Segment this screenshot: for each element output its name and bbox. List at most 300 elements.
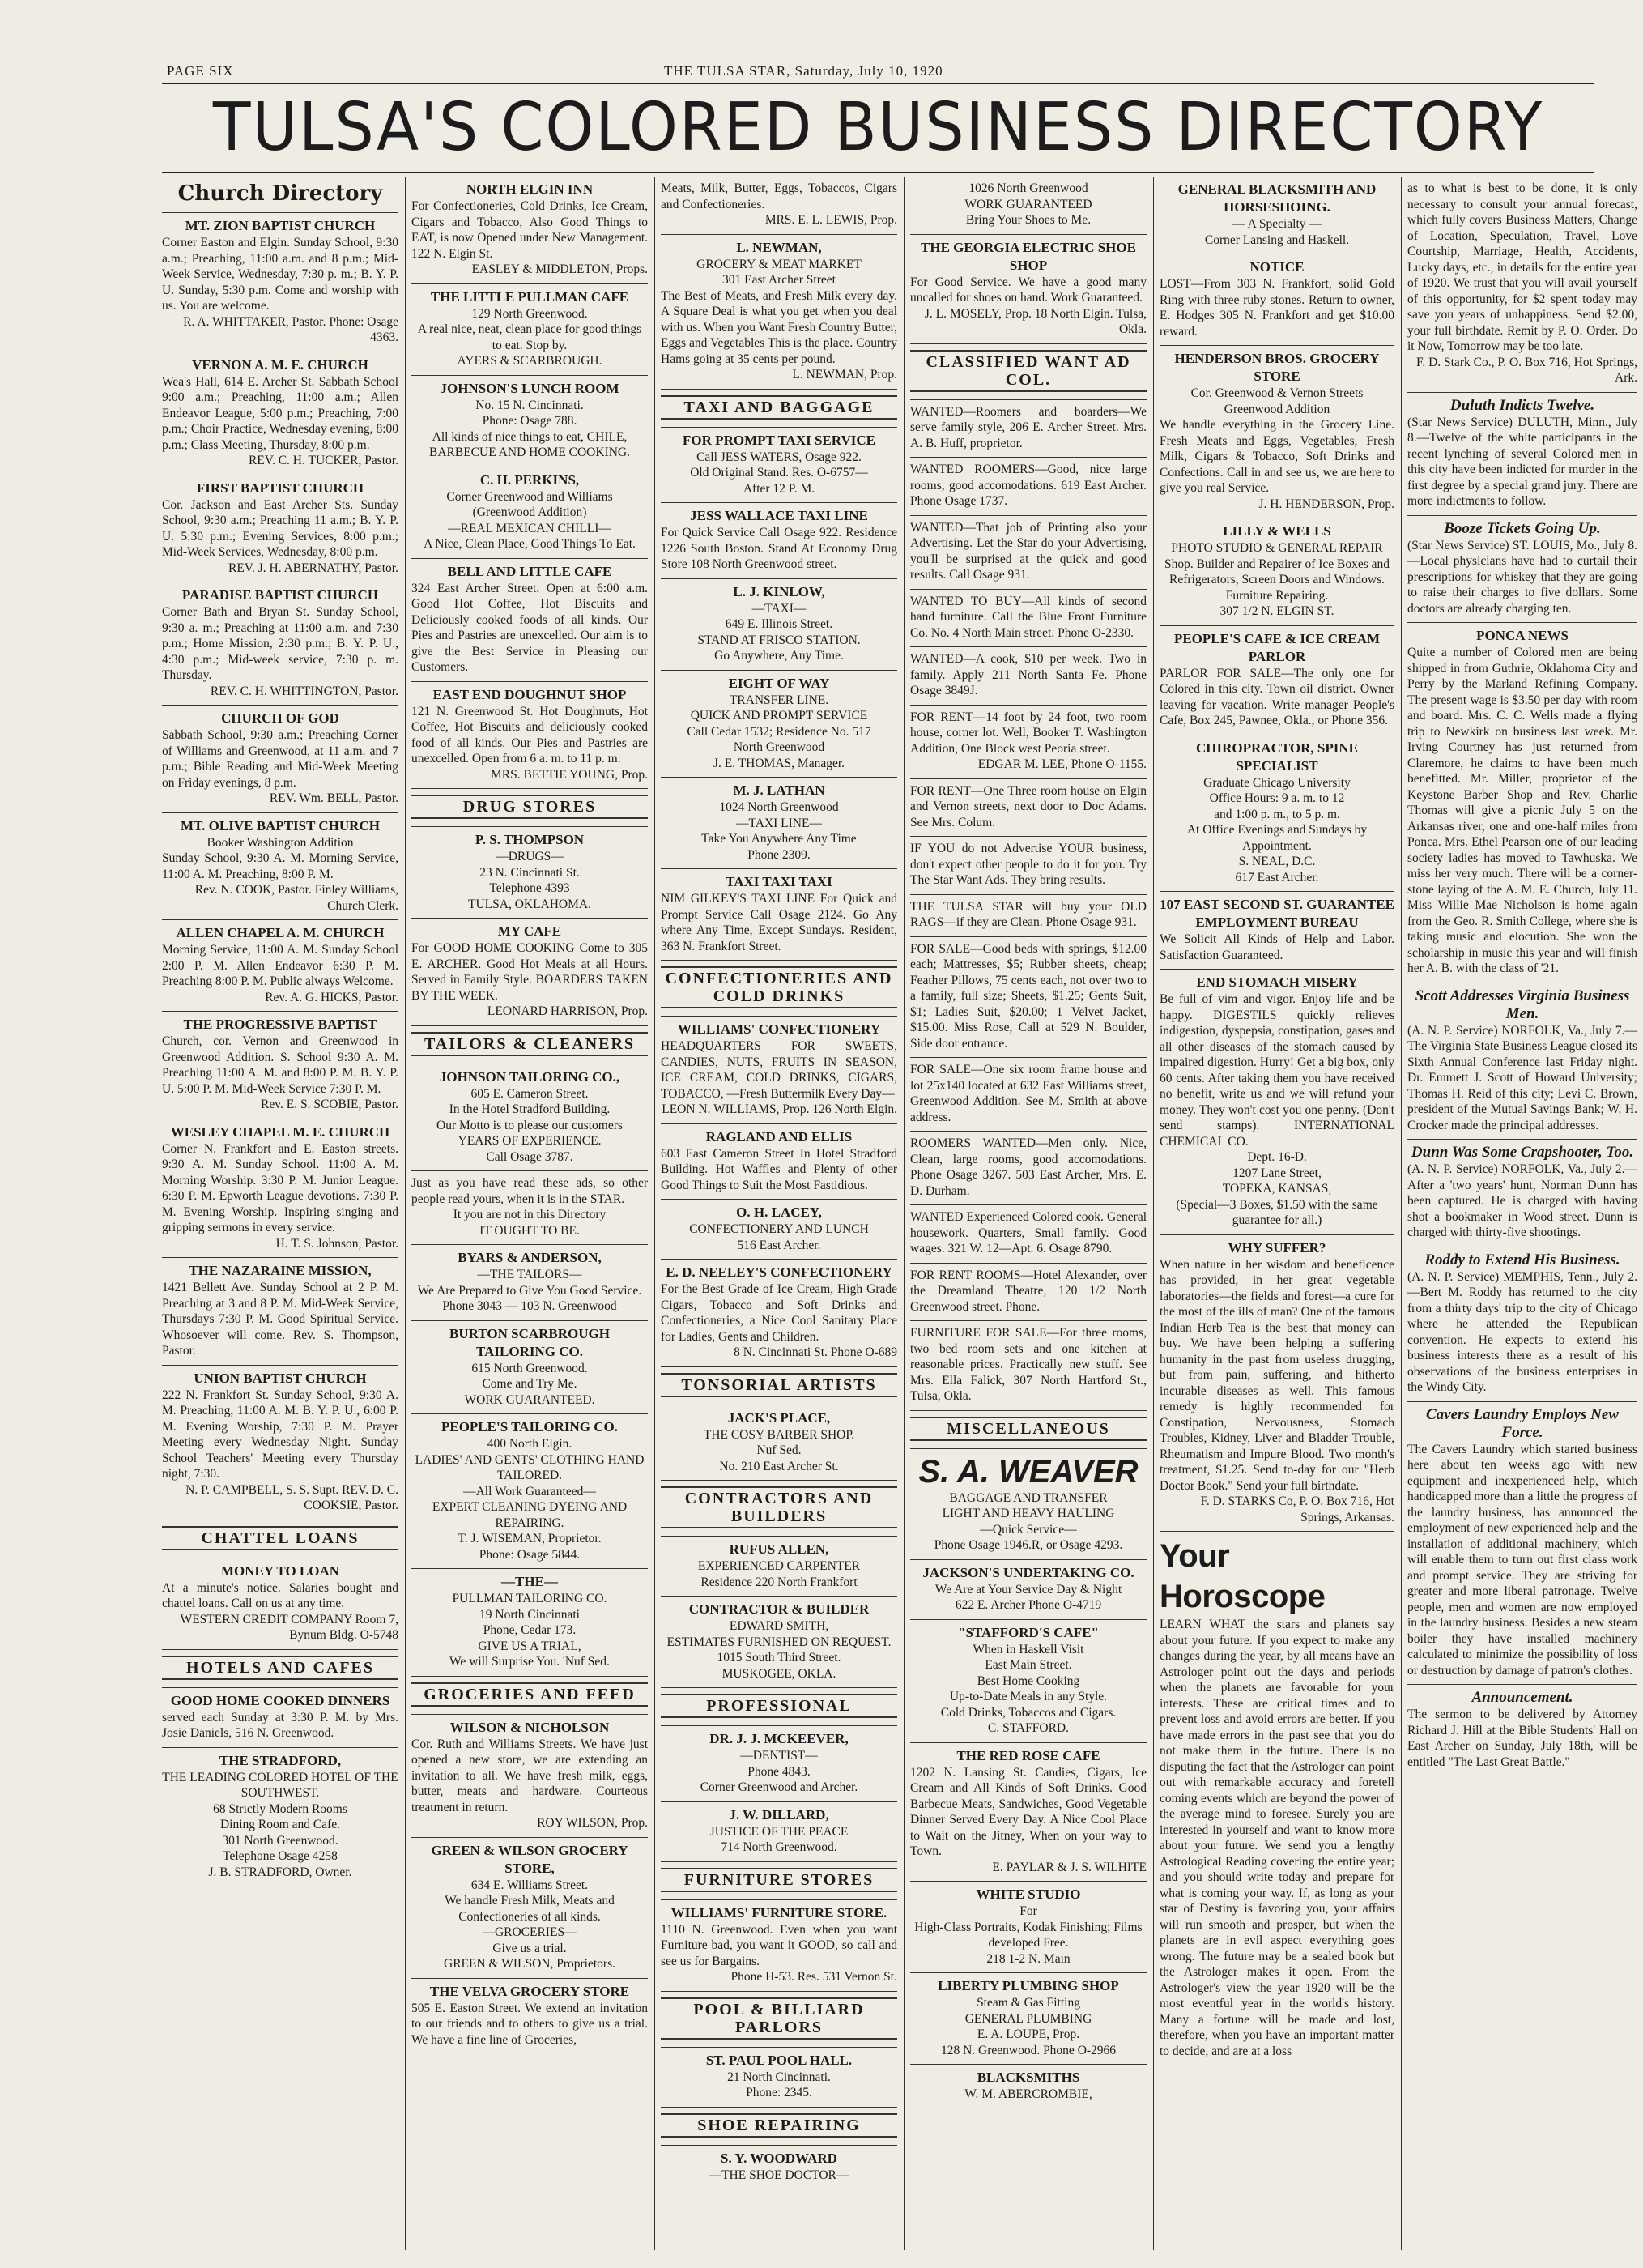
listing <box>1407 1685 1637 1776</box>
listing-line: IT OUGHT TO BE. <box>479 1223 580 1238</box>
listing-title: BELL AND LITTLE CAFE <box>447 563 612 579</box>
listing-signature: WESTERN CREDIT COMPANY Room 7, Bynum Bldg. O-5748 <box>180 1612 398 1642</box>
listing-line: TRANSFER LINE. <box>729 693 829 707</box>
listing-body: Cor. Jackson and East Archer Sts. Sunday School, 9:30 a.m.; Preaching 11 a.m.; B. Y. P. U. 5:30 p.m.; Evening Services, 8:00 p.m.; Mid-Week Services, Wednesday, 8:00 p.m. <box>162 497 398 559</box>
listing <box>411 682 648 790</box>
listing-signature: REV. C. H. TUCKER, Pastor. <box>248 454 398 467</box>
listing <box>661 1537 897 1597</box>
listing-body: WANTED—A cook, $10 per week. Two in family. Apply 211 North Santa Fe. Phone Osage 3849J. <box>910 652 1147 697</box>
column-rule <box>405 177 406 2250</box>
listing-line: MUSKOGEE, OKLA. <box>721 1666 836 1681</box>
listing <box>162 1650 398 1688</box>
listing-body: (Star News Service) ST. LOUIS, Mo., July 8.—Local physicians have had to curtail their prescriptions for whiskey that they are going to raise their charges to five dollars. Some doctors are already charging ten. <box>1407 538 1637 616</box>
column-rule <box>1153 177 1154 2250</box>
listing-line: North Greenwood <box>733 740 825 754</box>
listing-body: Corner N. Frankfort and E. Easton streets. 9:30 A. M. Sunday School. 11:00 A. M. Morning Worship. 3:30 P. M. Junior League. 6:30 P. M. Epworth League devotions. 7:30 P. M. Evening Worship. Inspiring singing and gripping sermons in every service. <box>162 1141 398 1234</box>
listing <box>162 1558 398 1650</box>
listing-line: (Special—3 Boxes, $1.50 with the same guarantee for all.) <box>1176 1197 1378 1227</box>
listing <box>910 1449 1147 1560</box>
listing <box>411 1677 648 1715</box>
section-heading: TAILORS & CLEANERS <box>411 1032 648 1056</box>
listing-title: JOHNSON TAILORING CO., <box>439 1068 620 1085</box>
listing-title: RAGLAND AND ELLIS <box>705 1128 853 1145</box>
listing-title: MT. ZION BAPTIST CHURCH <box>185 218 376 233</box>
listing-body: as to what is best to be done, it is only necessary to consult your annual forecast, which fully covers Business Matters, Change of Location, Speculation, Travel, Love Courtship, Marriage, Health, Accidents, Lucky days, etc., in details for the entire year of 1920. We trust that you will avail yourself of this opportunity, for $2 spent today may save you years of unhappiness. Send $2.00, your full birthdate. Remit by P. O. Order. Do it Now, Tomorrow may be too late. <box>1407 181 1637 353</box>
listing-line: Phone 2309. <box>747 847 811 862</box>
listing-line: 129 North Greenwood. <box>471 306 588 321</box>
listing-line: 1024 North Greenwood <box>719 800 839 814</box>
listing-line: No. 15 N. Cincinnati. <box>475 398 584 412</box>
listing-body: 505 E. Easton Street. We extend an invitation to our friends and to others to give us a trial. We have a fine line of Groceries, <box>411 2001 648 2047</box>
listing-body: Quite a number of Colored men are being shipped in from Guthrie, Oklahoma City and Perry by the Marland Refining Company. The present wage is $3.50 per day with room and board. Mrs. C. C. Wells made a flying trip to Newkirk on business last week. Mr. Irving Courtney has just returned from Claremore, he claims to have been much benefitted. Mr. Miller, proprietor of the Keystone Barber Shop and Rev. Charlie Thomas will give a picnic July 5 on the Arkansas river, one and one-half miles from Ponca. Mrs. Ethel Pearson one of our leading society ladies has moved to Tawhuska. We miss her very much. There will be a corner-stone laying of the A. M. E. Church, July 11. Miss Willie Mae Nicholson is home again from the Geo. R. Smith College, where she is taking music and elocution. She won the scholarship in music this year and will finish her A. B. with the class of '21. <box>1407 646 1637 975</box>
listing-signature: REV. C. H. WHITTINGTON, Pastor. <box>210 684 398 698</box>
listing-line: PHOTO STUDIO & GENERAL REPAIR Shop. Builder and Repairer of Ice Boxes and Refrigerators, Screen Doors and Windows. Furniture Repairing. <box>1164 541 1390 603</box>
listing-title: Roddy to Extend His Business. <box>1424 1251 1620 1268</box>
listing <box>661 1017 897 1124</box>
listing-line: Corner Greenwood and Williams <box>446 489 613 504</box>
listing-line: For <box>1019 1904 1037 1918</box>
listing-body: 222 N. Frankfort St. Sunday School, 9:30 A. M. Preaching, 11:00 A. M. B. Y. P. U., 6:00 P. M. Evening Worship, 7:30 P. M. Prayer Meeting every Wednesday Night. Sunday School Teachers' Meeting every Thursday night, 7:30. <box>162 1388 398 1481</box>
listing-title: FIRST BAPTIST CHURCH <box>196 480 364 496</box>
listing-body: FOR RENT ROOMS—Hotel Alexander, over the Dreamland Theatre, 120 1/2 North Greenwood street. Phone. <box>910 1268 1147 1314</box>
listing <box>411 1569 648 1677</box>
listing-title: MY CAFE <box>497 923 562 939</box>
listing-line: J. B. STRADFORD, Owner. <box>208 1865 352 1879</box>
listing-title: Cavers Laundry Employs New Force. <box>1425 1405 1620 1441</box>
listing-body: Corner Easton and Elgin. Sunday School, 9:30 a.m.; Preaching, 11:00 a.m. and 8 p.m.; Mid-Week Service, Wednesday, 7:30 p. m.; B. Y. P. U. Sunday, 5:30 p.m. Come and worship with us. You are welcome. <box>162 236 398 313</box>
listing-title: EAST END DOUGHNUT SHOP <box>432 686 627 702</box>
listing-line: 516 East Archer. <box>737 1238 821 1252</box>
listing-line: We Are at Your Service Day & Night <box>934 1582 1122 1597</box>
listing-line: Give us a trial. <box>492 1941 567 1955</box>
listing-line: LIGHT AND HEAVY HAULING <box>942 1507 1115 1520</box>
listing-signature: LEONARD HARRISON, Prop. <box>487 1004 648 1018</box>
listing-line: TULSA, OKLAHOMA. <box>468 897 591 911</box>
listing-body: 324 East Archer Street. Open at 6:00 a.m. Good Hot Coffee, Hot Biscuits and Deliciously cooked foods of all kinds. Our Pies and Pastries are unexcelled. Our aim is to give the Best Service in Pleasing our Customers. <box>411 581 648 674</box>
listing <box>1407 1402 1637 1686</box>
listing-title: PONCA NEWS <box>1476 628 1569 643</box>
section-heading: CLASSIFIED WANT AD COL. <box>910 350 1147 392</box>
listing-line: We handle Fresh Milk, Meats and Confectioneries of all kinds. <box>445 1894 615 1924</box>
listing <box>1160 1532 1394 2065</box>
listing <box>661 1260 897 1367</box>
listing-body: At a minute's notice. Salaries bought and chattel loans. Call on us at any time. <box>162 1580 398 1610</box>
column-rule <box>654 177 655 2250</box>
listing-body: LOST—From 303 N. Frankfort, solid Gold Ring with three ruby stones. Return to owner, E. Hodges 305 N. Frankfort and get $10.00 reward. <box>1160 277 1394 339</box>
listing-line: BAGGAGE AND TRANSFER <box>949 1490 1108 1505</box>
listing-line: No. 210 East Archer St. <box>719 1459 839 1473</box>
listing-body: FOR RENT—14 foot by 24 foot, two room house, corner lot. Well, Booker T. Washington Addition, One Block west Peoria street. <box>910 710 1147 756</box>
listing-title: Announcement. <box>1471 1689 1573 1706</box>
listing <box>661 961 897 1017</box>
listing <box>661 1405 897 1481</box>
listing-line: East Main Street. <box>985 1658 1072 1672</box>
listing-signature: ROY WILSON, Prop. <box>537 1816 648 1830</box>
listing-title: THE RED ROSE CAFE <box>956 1747 1100 1763</box>
listing <box>162 1520 398 1558</box>
listing-line: AYERS & SCARBROUGH. <box>457 354 602 368</box>
listing-line: E. A. LOUPE, Prop. <box>977 2027 1080 2041</box>
listing-line: 68 Strictly Modern Rooms <box>213 1801 347 1816</box>
listing <box>661 1726 897 1802</box>
listing-line: — A Specialty — <box>1232 217 1322 231</box>
listing-title: WILSON & NICHOLSON <box>449 1719 610 1735</box>
listing-title: MT. OLIVE BAPTIST CHURCH <box>181 817 380 833</box>
listing-body: WANTED TO BUY—All kinds of second hand furniture. Call the Blue Front Furniture Co. No. 4 North Main street. Phone O-2330. <box>910 594 1147 640</box>
listing <box>910 400 1147 458</box>
listing-title: E. D. NEELEY'S CONFECTIONERY <box>666 1264 892 1280</box>
listing <box>910 344 1147 400</box>
listing-line: Office Hours: 9 a. m. to 12 <box>1209 791 1345 805</box>
listing-line: 19 North Cincinnati <box>479 1607 580 1622</box>
listing-signature: Phone H-53. Res. 531 Vernon St. <box>730 1970 897 1984</box>
section-heading: POOL & BILLIARD PARLORS <box>661 1997 897 2040</box>
listing-body: PARLOR FOR SALE—The only one for Colored in this city. Town oil district. Owner leaving for vacation. Write manager People's Cafe, Box 245, Pawnee, Okla., or Phone 356. <box>1160 666 1394 727</box>
listing-line: Cor. Greenwood & Vernon Streets <box>1190 386 1364 400</box>
listing <box>411 284 648 376</box>
masthead <box>162 63 1594 83</box>
listing-title: ALLEN CHAPEL A. M. CHURCH <box>176 925 385 940</box>
listing-signature: Rev. E. S. SCOBIE, Pastor. <box>261 1098 398 1111</box>
listing-body: For the Best Grade of Ice Cream, High Grade Cigars, Tobacco and Soft Drinks and Confectioneries, a Nice Cool Sanitary Place for Ladies, Gents and Children. <box>661 1282 897 1344</box>
listing-title: P. S. THOMPSON <box>475 832 585 847</box>
listing-line: Phone: Osage 5844. <box>479 1547 581 1562</box>
section-heading: PROFESSIONAL <box>661 1694 897 1718</box>
listing-title: THE LITTLE PULLMAN CAFE <box>430 288 629 305</box>
listing <box>910 706 1147 779</box>
listing-body: For Confectioneries, Cold Drinks, Ice Cream, Cigars and Tobacco, Also Good Things to EAT, is now Opened under New Management. 122 N. Elgin St. <box>411 199 648 261</box>
listing-line: 218 1-2 N. Main <box>986 1951 1071 1966</box>
listing-title: Scott Addresses Virginia Business Men. <box>1415 987 1630 1022</box>
listing-title: BURTON SCARBROUGH TAILORING CO. <box>449 1325 610 1359</box>
column-rule <box>904 177 905 2250</box>
listing-line: Call Cedar 1532; Residence No. 517 <box>687 724 871 739</box>
listing-body: WANTED ROOMERS—Good, nice large rooms, good accomodations. 619 East Archer. Phone Osage 1737. <box>910 463 1147 508</box>
listing-title: HENDERSON BROS. GROCERY STORE <box>1174 351 1380 384</box>
listing-title: WHITE STUDIO <box>976 1886 1081 1902</box>
listing-line: Phone 4843. <box>747 1764 811 1779</box>
listing-title: JACKSON'S UNDERTAKING CO. <box>922 1564 1134 1580</box>
listing-line: Phone 3043 — 103 N. Greenwood <box>442 1299 617 1313</box>
listing-body: Sabbath School, 9:30 a.m.; Preaching Corner of Williams and Greenwood, at 11 a.m. and 7 p.m.; Bible Reading and Mid-Week Meeting on Friday evenings, 8 p.m. <box>162 728 398 790</box>
listing-line: LADIES' AND GENTS' CLOTHING HAND TAILORED. <box>415 1452 645 1482</box>
listing-line: High-Class Portraits, Kodak Finishing; Films developed Free. <box>914 1920 1143 1950</box>
listing <box>661 2048 897 2108</box>
listing-title: S. A. WEAVER <box>918 1453 1139 1490</box>
listing-body: The sermon to be delivered by Attorney Richard J. Hill at the Bible Students' Hall on East Archer on Sunday, July 18th, will be entitled "The Last Great Battle." <box>1407 1707 1637 1769</box>
listing-line: —All Work Guaranteed— <box>463 1484 596 1498</box>
listing-line: Graduate Chicago University <box>1203 775 1351 790</box>
listing-title: L. J. KINLOW, <box>733 583 825 599</box>
listing-signature: E. PAYLAR & J. S. WILHITE <box>992 1860 1147 1874</box>
listing-line: W. M. ABERCROMBIE, <box>964 2087 1092 2101</box>
listing-title: JOHNSON'S LUNCH ROOM <box>440 380 619 396</box>
listing-line: WORK GUARANTEED. <box>464 1392 595 1407</box>
listing-line: When in Haskell Visit <box>973 1642 1084 1656</box>
listing-body: FURNITURE FOR SALE—For three rooms, two bed room sets and one kitchen at reasonable prices. Practically new stuff. See Mrs. Ella Falick, 307 North Hartford St., Tulsa, Okla. <box>910 1326 1147 1403</box>
listing-signature: REV. J. H. ABERNATHY, Pastor. <box>228 561 398 575</box>
listing-line: —GROCERIES— <box>482 1925 577 1939</box>
listing-signature: N. P. CAMPBELL, S. S. Supt. REV. D. C. COOKSIE, Pastor. <box>185 1482 398 1512</box>
listing <box>661 778 897 869</box>
listing-line: Up-to-Date Meals in any Style. <box>949 1690 1108 1703</box>
listing-line: EDWARD SMITH, <box>729 1619 829 1633</box>
listing-line: C. STAFFORD. <box>988 1721 1069 1735</box>
listing-body: FOR SALE—Good beds with springs, $12.00 each; Mattresses, $5; Rubber sheets, cheap; Feather Pillows, 75 cents each, not over two to a family, full size; Sheets, $1.25; Gents Suit, $1; Ladies Suit, $20.00; 1 Velvet Jacket, $15.00. Miss Rose, Call at 529 N. Boulder, Side door entrance. <box>910 941 1147 1051</box>
listing-signature: F. D. Stark Co., P. O. Box 716, Hot Springs, Ark. <box>1415 355 1637 385</box>
listing-line: Call JESS WATERS, Osage 922. <box>696 450 862 464</box>
listing-body: Church, cor. Vernon and Greenwood in Greenwood Addition. S. School 9:30 A. M. Preaching 11:00 A. M. and 8:00 P. M. B. Y. P. U. 5:00 P. M. Mid-Week Service 7:30 P. M. <box>162 1034 398 1096</box>
listing-line: —THE TAILORS— <box>477 1268 582 1281</box>
listing <box>411 1064 648 1172</box>
listing-line: Cold Drinks, Tobaccos and Cigars. <box>940 1705 1117 1720</box>
column-2 <box>408 177 651 2254</box>
listing-title: RUFUS ALLEN, <box>729 1541 829 1557</box>
listing <box>910 1132 1147 1205</box>
listing-title: LILLY & WELLS <box>1223 523 1331 539</box>
listing-body: served each Sunday at 3:30 P. M. by Mrs. Josie Daniels, 516 N. Greenwood. <box>162 1710 398 1740</box>
listing <box>162 1012 398 1119</box>
listing <box>661 1900 897 1992</box>
listing <box>661 1862 897 1900</box>
listing-title: Booze Tickets Going Up. <box>1444 519 1601 537</box>
listing-body: 1202 N. Lansing St. Candies, Cigars, Ice Cream and All Kinds of Soft Drinks. Good Barbecue Meats, Sandwiches, Good Vegetable Dinner Served Every Day. A Nice Cool Place to Wait on the Jitney, When on your way to Town. <box>910 1765 1147 1858</box>
listing-title: L. NEWMAN, <box>736 239 822 255</box>
listing-title: PARADISE BAPTIST CHURCH <box>181 587 379 603</box>
listing-body: FOR RENT—One Three room house on Elgin and Vernon streets, next door to Doc Adams. See Mrs. Colum. <box>910 783 1147 829</box>
listing-line: Come and Try Me. <box>482 1377 577 1391</box>
listing <box>910 1620 1147 1743</box>
listing-body: Wea's Hall, 614 E. Archer St. Sabbath School 9:00 a.m.; Preaching, 11:00 a.m.; Allen Endeavor League, 5:00 p.m.; Preaching, 7:00 p.m.; Choir Practice, Wednesday evening, 8:00 p.m.; Class Meeting, Thursday, 8:00 p.m. <box>162 374 398 452</box>
section-heading: SHOE REPAIRING <box>661 2113 897 2138</box>
listing-title: VERNON A. M. E. CHURCH <box>192 356 368 373</box>
listing <box>910 177 1147 235</box>
listing <box>1160 518 1394 626</box>
listing-line: Phone: 2345. <box>746 2086 812 2100</box>
listing <box>1160 970 1394 1235</box>
listing <box>411 1979 648 2054</box>
listing <box>1160 892 1394 970</box>
listing <box>661 579 897 671</box>
listing <box>661 1688 897 1726</box>
listing <box>411 467 648 559</box>
listing-line: ESTIMATES FURNISHED ON REQUEST. <box>666 1635 892 1649</box>
headline-rule <box>162 172 1594 173</box>
listing-body: (Star News Service) DULUTH, Minn., July 8.—Twelve of the white participants in the recent lynching of several Colored men in this city have been indicted for murder in the first degree by a special grand jury. There are more indictments to follow. <box>1407 415 1637 508</box>
page-number: PAGE SIX <box>167 63 234 79</box>
listing-body: (A. N. P. Service) NORFOLK, Va., July 7.—The Virginia State Business League closed its Sixth Annual Conference last Friday night. Dr. Emmett J. Scott of Howard University; Thomas H. Reid of this city; Levi C. Brown, president of the Mutual Savings Bank; W. H. Crocker made the principal addresses. <box>1407 1023 1637 1132</box>
listing <box>1407 1140 1637 1247</box>
listing-title: FOR PROMPT TAXI SERVICE <box>683 432 875 448</box>
listing-body: FOR SALE—One six room frame house and lot 25x140 located at 632 East Williams street, Greenwood Addition. See M. Smith at above address. <box>910 1063 1147 1124</box>
listing-title: S. Y. WOODWARD <box>721 2150 837 2166</box>
dateline: THE TULSA STAR, Saturday, July 10, 1920 <box>664 63 943 79</box>
section-heading: CHATTEL LOANS <box>162 1526 398 1550</box>
listing-body: The Best of Meats, and Fresh Milk every day. A Square Deal is what you get when you deal with us. When you Want Fresh Country Butter, Eggs and Vegetables This is the place. Country Hams going at 35 cents per pound. <box>661 288 897 366</box>
listing-title: C. H. PERKINS, <box>479 471 580 488</box>
listing-body: Morning Service, 11:00 A. M. Sunday School 2:00 P. M. Allen Endeavor 6:30 P. M. Preaching 8:00 P. M. Public always Welcome. <box>162 943 398 988</box>
listing-line: 617 East Archer. <box>1235 870 1319 885</box>
listing-line: Phone: Osage 788. <box>482 414 577 428</box>
listing-line: JUSTICE OF THE PEACE <box>709 1824 849 1839</box>
listing-line: —TAXI LINE— <box>736 816 822 830</box>
listing-signature: H. T. S. Johnson, Pastor. <box>275 1236 398 1251</box>
listing <box>162 1258 398 1366</box>
listing-line: 23 N. Cincinnati St. <box>479 865 580 880</box>
masthead-rule <box>162 83 1594 84</box>
listing-line: We will Surprise You. 'Nuf Sed. <box>449 1655 610 1669</box>
listing-title: WHY SUFFER? <box>1228 1239 1326 1256</box>
listing-line: After 12 P. M. <box>743 481 815 496</box>
listing-body: For Quick Service Call Osage 922. Residence 1226 South Boston. Stand At Economy Drug Store 108 North Greenwood street. <box>661 526 897 571</box>
column-3 <box>658 177 900 2254</box>
listing <box>910 1321 1147 1411</box>
listing <box>1160 735 1394 893</box>
listing-body: THE TULSA STAR will buy your OLD RAGS—if they are Clean. Phone Osage 931. <box>910 899 1147 929</box>
listing-title: NOTICE <box>1249 259 1305 275</box>
column-6 <box>1404 177 1641 2254</box>
listing-line: 400 North Elgin. <box>487 1437 572 1451</box>
listing <box>411 559 648 682</box>
listing-line: In the Hotel Stradford Building. <box>449 1102 611 1116</box>
listing-title: WILLIAMS' FURNITURE STORE. <box>670 1904 887 1921</box>
listing-title: O. H. LACEY, <box>736 1204 822 1220</box>
listing-title: UNION BAPTIST CHURCH <box>194 1370 367 1386</box>
listing <box>411 827 648 919</box>
listing-line: TOPEKA, KANSAS, <box>1222 1182 1332 1196</box>
listing-line: —DRUGS— <box>496 850 564 863</box>
column-5 <box>1156 177 1398 2254</box>
listing-line: Corner Greenwood and Archer. <box>700 1780 858 1794</box>
listing <box>162 213 398 352</box>
listing-line: At Office Evenings and Sundays by Appointment. <box>1186 823 1368 853</box>
listing-title: EIGHT OF WAY <box>728 675 830 691</box>
listing-line: Phone Osage 1946.R, or Osage 4293. <box>934 1538 1123 1552</box>
listing-body: NIM GILKEY'S TAXI LINE For Quick and Prompt Service Call Osage 2124. Go Any where Any Time, Except Sundays. Resident, 363 N. Frankfort Street. <box>661 892 897 953</box>
listing <box>1160 626 1394 735</box>
listing <box>910 937 1147 1059</box>
listing-line: —DENTIST— <box>740 1749 818 1763</box>
listing-body: We handle everything in the Grocery Line. Fresh Meats and Eggs, Vegetables, Fresh Milk, Cigars & Tobacco, Soft Drinks and Confections. Call in and see us, we are here to give you real Service. <box>1160 418 1394 495</box>
listing <box>910 590 1147 648</box>
listing <box>661 177 897 235</box>
listing <box>411 1026 648 1064</box>
listing-line: 622 E. Archer Phone O-4719 <box>955 1598 1102 1612</box>
listing-line: Steam & Gas Fitting <box>977 1996 1080 2010</box>
listing-title: CONTRACTOR & BUILDER <box>688 1601 870 1617</box>
listing-signature: L. NEWMAN, Prop. <box>792 368 897 382</box>
listing <box>910 779 1147 838</box>
listing-title: Dunn Was Some Crapshooter, Too. <box>1411 1144 1634 1161</box>
listing-title: MONEY TO LOAN <box>220 1562 340 1579</box>
listing-body: (A. N. P. Service) MEMPHIS, Tenn., July 2.—Bert M. Roddy has returned to the city from a thirty days' trip to the city of Chicago where he attended the Republican convention. He expects to extend his business interests there as a result of his observations of the business enterprises in the Windy City. <box>1407 1269 1637 1394</box>
listing-body: When nature in her wisdom and beneficence has provided, in her great vegetable laboratories—the fields and forest—a cure for the most of the ills of man? One of the famous Indian Herb Tea is the best that money can buy. We have been helping a suffering humanity in the past from useless drugging, but from pain, suffering, and hitherto incurable diseases as well. This famous remedy is highly recommended for Constipation, Nervousness, Stomach Troubles, Kidney, Liver and Bladder Trouble, Rheumatism and Impure Blood. Two month's treatment, $1.25. Send to-day for our "Herb Doctor Book." Send your full birthdate. <box>1160 1257 1394 1493</box>
listing-body: The Cavers Laundry which started business here about ten weeks ago with new equipment and inexperienced help, which handicapped more than a little the progress of the laundry business, has announced the employment of new experienced help and the installation of additional machinery, which will enable them to turn out first class work and prompt service. They are striving for greater and more liberal patronage. Twelve people, men and women are now employed in the laundry business. Besides a new steam boiler they have installed machinery calculated to minimize the possibility of loss or destruction by damage of patron's clothes. <box>1407 1442 1637 1678</box>
listing-line: —REAL MEXICAN CHILLI— <box>448 521 611 535</box>
listing-body: 603 East Cameron Street In Hotel Stradford Building. Hot Waffles and Plenty of other Good Things to Suit the Most Fastidious. <box>661 1146 897 1192</box>
listing-body: Cor. Ruth and Williams Streets. We have just opened a new store, we are extending an invitation to all. We have fresh milk, eggs, butter, meats and hardware. Courteous treatment in return. <box>411 1737 648 1814</box>
page-headline: TULSA'S COLORED BUSINESS DIRECTORY <box>212 89 1544 166</box>
listing-body: 1110 N. Greenwood. Even when you want Furniture bad, you want it GOOD, so call and see us for Bargains. <box>661 1922 897 1968</box>
listing <box>1160 1235 1394 1533</box>
listing-line: GENERAL PLUMBING <box>964 2011 1092 2026</box>
listing-line: 649 E. Illinois Street. <box>725 617 833 631</box>
listing-signature: J. L. MOSELY, Prop. 18 North Elgin. Tulsa, Okla. <box>924 306 1147 336</box>
listing-line: Phone, Cedar 173. <box>483 1623 577 1637</box>
listing-signature: 8 N. Cincinnati St. Phone O-689 <box>734 1345 897 1359</box>
listing-line: 605 E. Cameron Street. <box>470 1086 589 1101</box>
listing-line: 301 East Archer Street <box>722 273 836 287</box>
listing-line: QUICK AND PROMPT SERVICE <box>690 709 868 723</box>
listing <box>910 1058 1147 1132</box>
listing <box>162 1688 398 1748</box>
listing <box>411 1414 648 1569</box>
listing <box>1407 983 1637 1140</box>
listing <box>162 920 398 1012</box>
listing-title: WILLIAMS' CONFECTIONERY <box>677 1021 881 1037</box>
listing-signature: EDGAR M. LEE, Phone O-1155. <box>977 757 1147 771</box>
listing <box>661 1802 897 1862</box>
listing <box>661 503 897 579</box>
listing <box>910 1743 1147 1882</box>
section-heading: HOTELS AND CAFES <box>162 1656 398 1680</box>
listing-line: We Are Prepared to Give You Good Service. <box>417 1283 642 1298</box>
listing-title: JACK'S PLACE, <box>727 1409 831 1426</box>
listing-title: PEOPLE'S TAILORING CO. <box>441 1419 619 1435</box>
listing-line: It you are not in this Directory <box>453 1208 607 1221</box>
listing-line: A real nice, neat, clean place for good things to eat. Stop by. <box>417 322 642 352</box>
listing <box>910 1205 1147 1264</box>
listing <box>411 1321 648 1415</box>
listing-title: THE VELVA GROCERY STORE <box>429 1983 630 1999</box>
listing <box>1407 393 1637 516</box>
listing-line: THE COSY BARBER SHOP. <box>703 1427 855 1442</box>
listing-line: 1015 South Third Street. <box>717 1651 841 1665</box>
listing-title: NORTH ELGIN INN <box>466 181 594 197</box>
column-1 <box>159 177 402 2254</box>
listing <box>910 1264 1147 1322</box>
listing <box>411 1171 648 1245</box>
listing-line: —Quick Service— <box>980 1522 1077 1537</box>
listing-title: CHIROPRACTOR, SPINE SPECIALIST <box>1196 740 1358 774</box>
listing <box>661 1597 897 1688</box>
listing-subtitle: Booker Washington Addition <box>206 835 354 850</box>
listing <box>411 1245 648 1321</box>
listing-line: —THE SHOE DOCTOR— <box>709 2168 849 2182</box>
listing-line: WORK GUARANTEED <box>964 197 1092 211</box>
listing-line: Our Motto is to please our customers <box>436 1118 623 1132</box>
listing <box>910 2065 1147 2108</box>
listing-line: Dept. 16-D. <box>1247 1150 1307 1164</box>
listing-signature: Rev. N. COOK, Pastor. Finley Williams, Church Clerk. <box>194 883 398 913</box>
listing <box>162 352 398 475</box>
listing-line: Go Anywhere, Any Time. <box>714 649 844 663</box>
listing-signature: EASLEY & MIDDLETON, Props. <box>471 262 648 276</box>
listing <box>1407 177 1637 393</box>
listing-line: STAND AT FRISCO STATION. <box>697 633 861 647</box>
listing-line: GIVE US A TRIAL, <box>478 1639 581 1653</box>
listing <box>910 516 1147 590</box>
listing-line: GROCERY & MEAT MARKET <box>696 257 862 271</box>
listing-title: Your Horoscope <box>1160 1538 1326 1614</box>
listing-line: YEARS OF EXPERIENCE. <box>458 1134 602 1148</box>
listing-line: and 1:00 p. m., to 5 p. m. <box>1214 807 1340 821</box>
listing <box>661 671 897 778</box>
listing-signature: MRS. E. L. LEWIS, Prop. <box>764 213 897 227</box>
listing-signature: Rev. A. G. HICKS, Pastor. <box>265 990 398 1004</box>
listing-line: 615 North Greenwood. <box>471 1361 588 1375</box>
listing <box>910 1973 1147 2065</box>
